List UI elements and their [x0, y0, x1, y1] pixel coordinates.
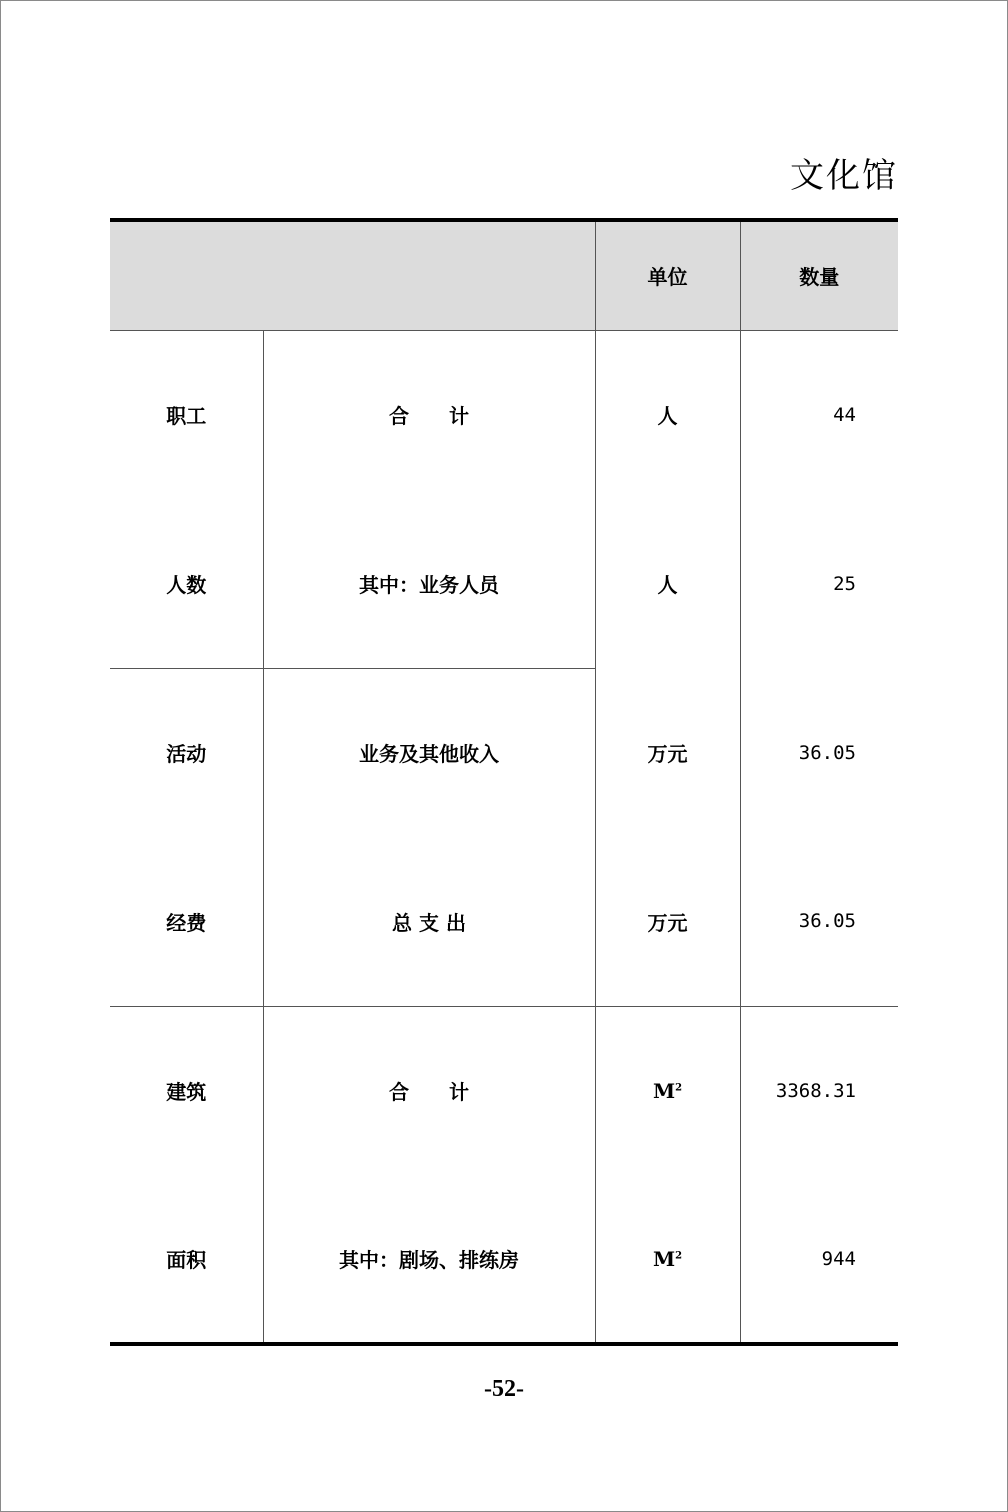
unit-text: M — [652, 1246, 676, 1271]
category-label: 活动 — [110, 668, 263, 837]
unit-label: 人 — [595, 330, 740, 499]
unit-label: 万元 — [595, 837, 740, 1006]
page-number: -52- — [484, 1376, 524, 1402]
unit-text: M — [652, 1078, 676, 1103]
table-row — [110, 1175, 898, 1344]
item-label: 其中：业务人员 — [263, 499, 595, 668]
table-row — [110, 1006, 898, 1175]
quantity-value: 36.05 — [798, 741, 856, 764]
unit-superscript: 2 — [675, 1082, 683, 1094]
header-unit: 单位 — [595, 220, 740, 330]
page-title: 文化馆 — [790, 156, 898, 196]
quantity-value: 44 — [833, 403, 856, 426]
unit-superscript: 2 — [675, 1249, 683, 1261]
item-label: 总 支 出 — [263, 837, 595, 1006]
item-label: 其中：剧场、排练房 — [263, 1175, 595, 1344]
item-label: 合 计 — [263, 330, 595, 499]
header-item — [110, 220, 595, 330]
category-label: 经费 — [110, 837, 263, 1006]
table-row — [110, 837, 898, 1006]
unit-label — [595, 1006, 740, 1175]
category-label: 人数 — [110, 499, 263, 668]
category-label: 面积 — [110, 1175, 263, 1344]
quantity-value: 36.05 — [798, 910, 856, 933]
unit-label: 万元 — [595, 668, 740, 837]
table-row — [110, 330, 898, 499]
category-label: 建筑 — [110, 1006, 263, 1175]
table-header-row — [110, 220, 898, 330]
quantity-value: 25 — [833, 572, 856, 595]
header-quantity: 数量 — [740, 220, 898, 330]
statistics-table — [110, 218, 898, 1346]
table-row — [110, 499, 898, 668]
unit-label — [595, 1175, 740, 1344]
item-label: 业务及其他收入 — [263, 668, 595, 837]
item-label: 合 计 — [263, 1006, 595, 1175]
unit-label: 人 — [595, 499, 740, 668]
table-row — [110, 668, 898, 837]
quantity-value: 3368.31 — [740, 1006, 898, 1175]
quantity-value: 944 — [740, 1175, 898, 1344]
category-label: 职工 — [110, 330, 263, 499]
